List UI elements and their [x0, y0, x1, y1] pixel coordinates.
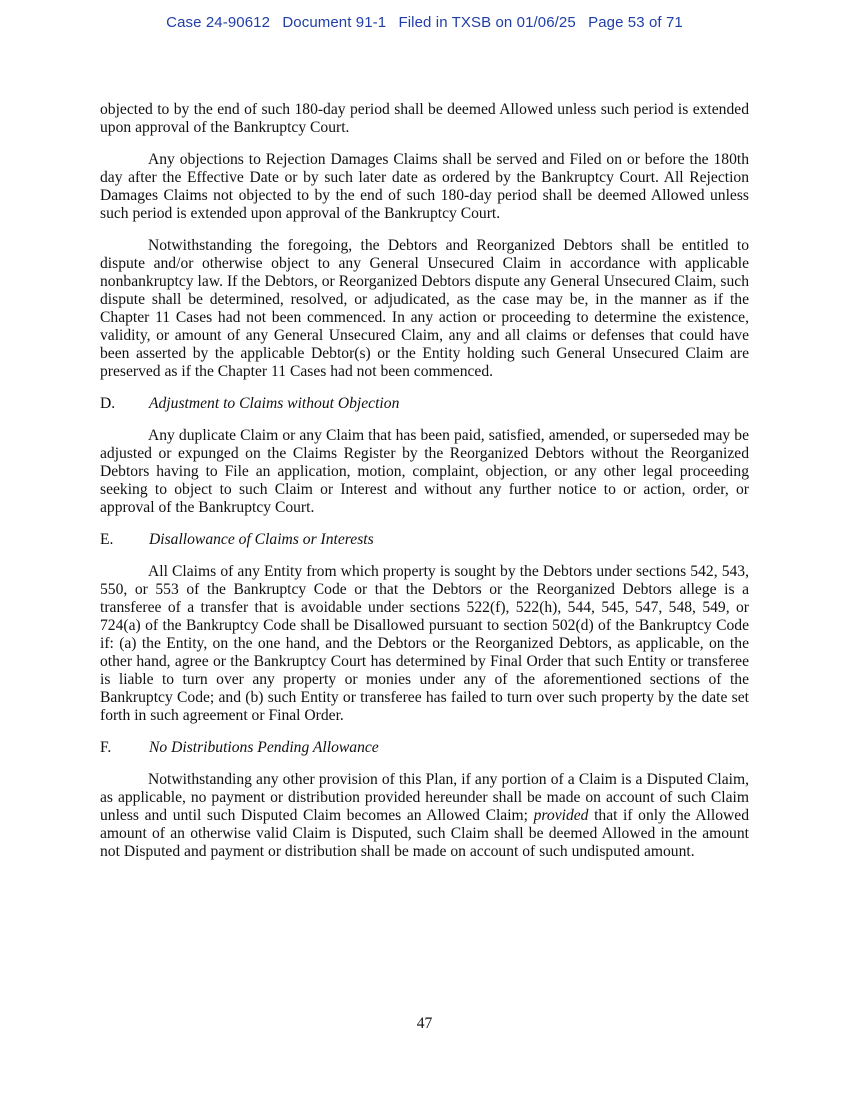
paragraph-continued: objected to by the end of such 180-day period shall be deemed Allowed unless such period is extended upon approval of the Bankruptcy Court. [100, 101, 749, 136]
section-f-text [100, 771, 749, 861]
section-letter: E. [100, 531, 114, 548]
section-title: Adjustment to Claims without Objection [149, 395, 400, 412]
text-segment: Notwithstanding any other provision of this Plan, if any portion of a Claim is a Disputed Claim, as applicable, no payment or distribution provided hereunder shall be made on account of such Claim unless and until such Disputed Claim becomes an Allowed Claim; [100, 771, 749, 824]
italic-term: provided [533, 807, 589, 824]
case-number: Case 24-90612 [166, 14, 271, 31]
text-segment: that if only the Allowed amount of an otherwise valid Claim is Disputed, such Claim shall be deemed Allowed in the amount not Disputed and payment or distribution shall be made on account of such undisputed amount. [100, 807, 749, 860]
page-info: Page 53 of 71 [588, 14, 683, 31]
paragraph-rejection-damages: Any objections to Rejection Damages Claims shall be served and Filed on or before the 180th day after the Effective Date or by such later date as ordered by the Bankruptcy Court. All Rejection Damages Claims not objected to by the end of such 180-day period shall be deemed Allowed unless such period is extended upon approval of the Bankruptcy Court. [100, 151, 749, 222]
paragraph-general-unsecured: Notwithstanding the foregoing, the Debtors and Reorganized Debtors shall be entitled to dispute and/or otherwise object to any General Unsecured Claim in accordance with applicable nonbankruptcy law. If the Debtors, or Reorganized Debtors dispute any General Unsecured Claim, such dispute shall be determined, resolved, or adjudicated, as the case may be, in the manner as if the Chapter 11 Cases had not been commenced. In any action or proceeding to determine the existence, validity, or amount of any General Unsecured Claim, any and all claims or defenses that could have been asserted by the applicable Debtor(s) or the Entity holding such General Unsecured Claim are preserved as if the Chapter 11 Cases had not been commenced. [100, 237, 749, 380]
section-heading-d [100, 395, 749, 413]
filing-info: Filed in TXSB on 01/06/25 [398, 14, 576, 31]
section-d-text: Any duplicate Claim or any Claim that has been paid, satisfied, amended, or superseded may be adjusted or expunged on the Claims Register by the Reorganized Debtors without the Reorganized Debtors having to File an application, motion, complaint, objection, or any other legal proceeding seeking to object to such Claim or Interest and without any further notice to or action, order, or approval of the Bankruptcy Court. [100, 427, 749, 516]
section-letter: F. [100, 739, 112, 756]
page-number: 47 [416, 1015, 433, 1032]
section-title: Disallowance of Claims or Interests [149, 531, 374, 548]
filing-header [0, 14, 849, 31]
section-letter: D. [100, 395, 116, 412]
document-number: Document 91-1 [282, 14, 387, 31]
section-heading-e [100, 531, 749, 549]
section-heading-f [100, 739, 749, 757]
document-body [100, 101, 749, 875]
section-title: No Distributions Pending Allowance [149, 739, 379, 756]
section-e-text: All Claims of any Entity from which property is sought by the Debtors under sections 542, 543, 550, or 553 of the Bankruptcy Code or that the Debtors or the Reorganized Debtors allege is a transferee of a transfer that is avoidable under sections 522(f), 522(h), 544, 545, 547, 548, 549, or 724(a) of the Bankruptcy Code shall be Disallowed pursuant to section 502(d) of the Bankruptcy Code if: (a) the Entity, on the one hand, and the Debtors or the Reorganized Debtors, as applicable, on the other hand, agree or the Bankruptcy Court has determined by Final Order that such Entity or transferee is liable to turn over any property or monies under any of the aforementioned sections of the Bankruptcy Code; and (b) such Entity or transferee has failed to turn over such property by the date set forth in such agreement or Final Order. [100, 563, 749, 724]
